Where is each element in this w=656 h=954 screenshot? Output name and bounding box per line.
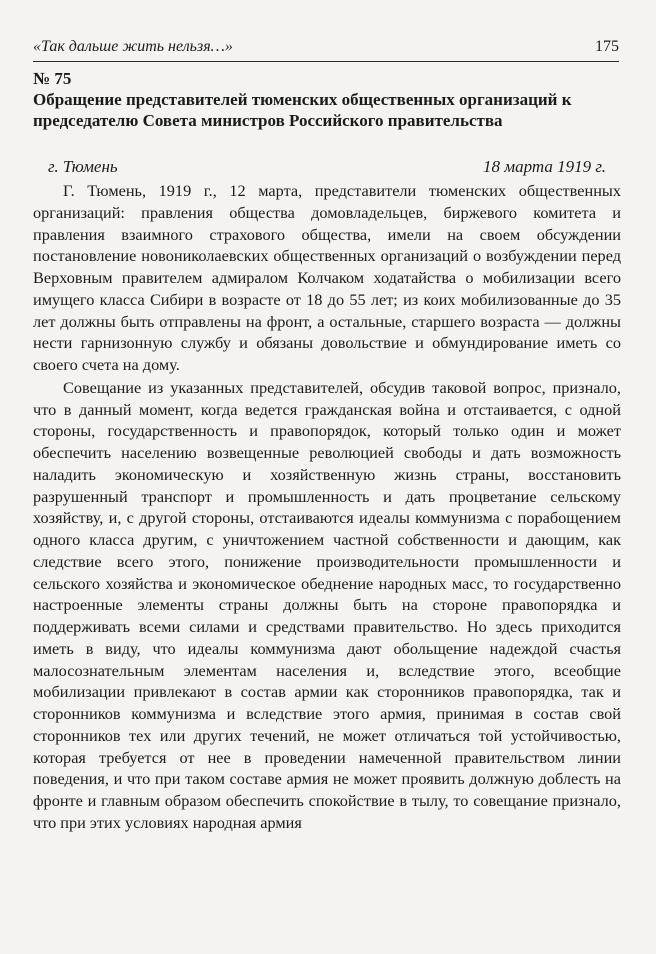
document-place: г. Тюмень <box>48 157 118 176</box>
header-rule <box>33 61 619 62</box>
running-head <box>33 38 619 56</box>
document-date: 18 марта 1919 г. <box>482 157 606 176</box>
document-title: Обращение представителей тюменских общественных организаций к председателю Совета министров Российского правительства <box>33 90 572 130</box>
document-number: № 75 <box>33 69 72 88</box>
page-number: 175 <box>595 38 619 55</box>
document-body <box>33 180 621 834</box>
body-paragraph: Совещание из указанных представителей, обсудив таковой вопрос, признало, что в данный момент, когда ведется гражданская война и отстаивается, с одной стороны, государственность и правопорядок, который только один и может обеспечить населению возвещенные революцией свободы и дать возможность наладить экономическую и хозяйственную жизнь страны, восстановить разрушенный транспорт и промышленность и дать процветание сельскому хозяйству, и, с другой стороны, отстаиваются идеалы коммунизма с порабощением одного класса другим, с уничтожением частной собственности и дающим, как следствие всего этого, понижение производительности промышленности и сельского хозяйства и экономическое обеднение народных масс, то государственно настроенные элементы страны должны быть на стороне правопорядка и поддерживать всеми силами и средствами правительство. Но здесь приходится иметь в виду, что идеалы коммунизма дают обольщение надеждой счастья малосознательным элементам населения и, вследствие этого, всеобщие мобилизации привлекают в состав армии как сторонников правопорядка, так и сторонников коммунизма и вследствие этого армия, принимая в состав свой сторонников тех или других течений, не может отличаться той устойчивостью, которая требуется от нее в проведении намеченной правительством линии поведения, и что при таком составе армия не может проявить должную доблесть на фронте и главным образом обеспечить спокойствие в тылу, то совещание признало, что при этих условиях народная армия <box>33 377 621 832</box>
body-paragraph: Г. Тюмень, 1919 г., 12 марта, представители тюменских общественных организаций: правления общества домовладельцев, биржевого комитета и правления взаимного страхового общества, имели на своем обсуждении постановление новониколаевских общественных организаций о возбуждении перед Верховным правителем адмиралом Колчаком ходатайства о мобилизации всего имущего класса Сибири в возрасте от 18 до 55 лет; из коих мобилизованные до 35 лет должны быть отправлены на фронт, а остальные, старшего возраста — должны нести гарнизонную службу и обязаны довольствие и обмундирование иметь со своего счета на дому. <box>33 181 621 374</box>
document-heading <box>33 68 619 131</box>
running-head-title: «Так дальше жить нельзя…» <box>33 38 233 55</box>
